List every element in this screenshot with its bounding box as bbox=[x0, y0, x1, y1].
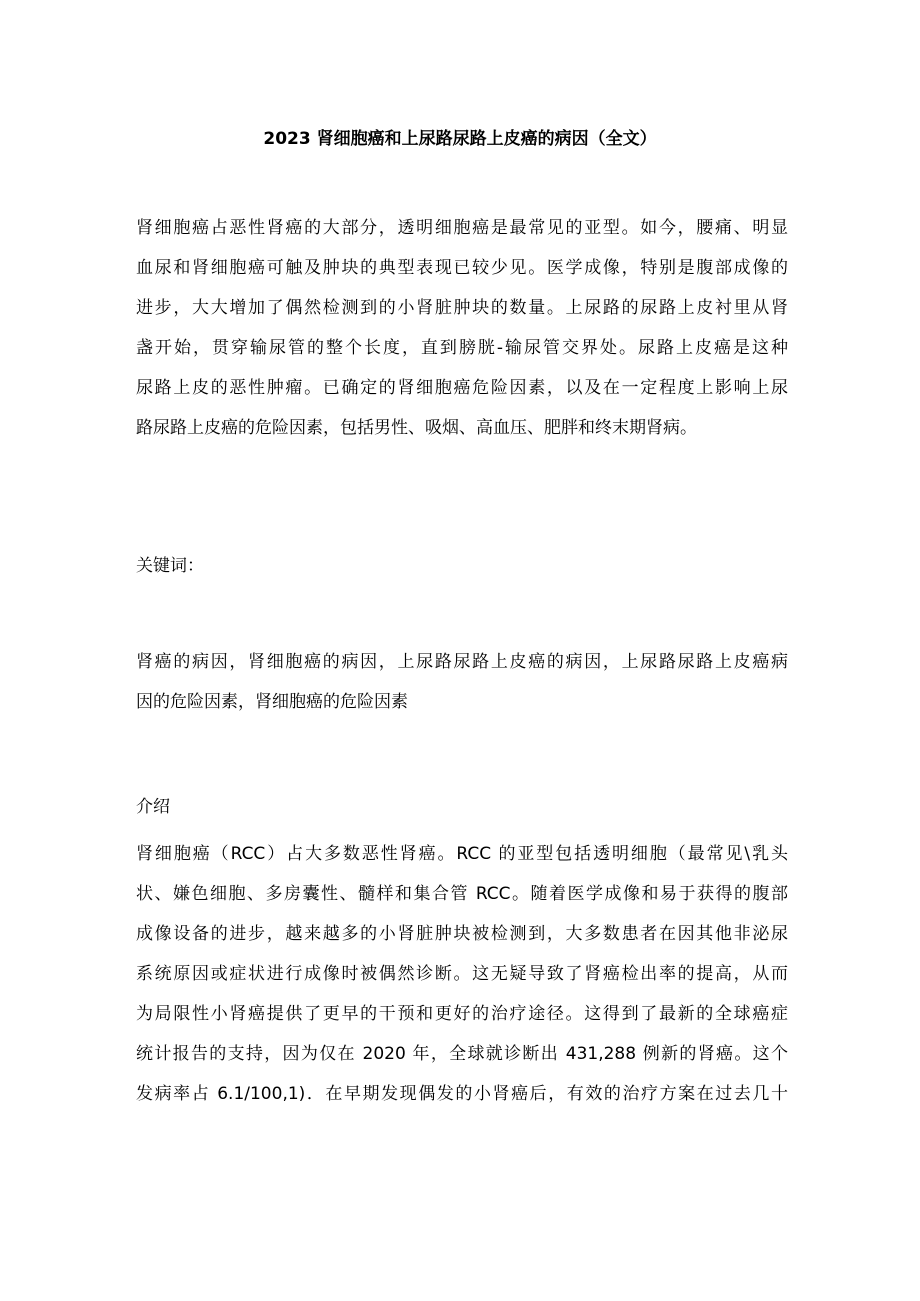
abstract-line: 路尿路上皮癌的危险因素，包括男性、吸烟、高血压、肥胖和终末期肾病。 bbox=[136, 418, 697, 438]
intro-paragraph bbox=[136, 834, 788, 1114]
abstract-paragraph bbox=[136, 208, 788, 448]
abstract-line: 肾细胞癌占恶性肾癌的大部分，透明细胞癌是最常见的亚型。如今，腰痛、明显 bbox=[136, 218, 788, 238]
intro-line: 发病率占 6.1/100,1)．在早期发现偶发的小肾癌后，有效的治疗方案在过去几十 bbox=[136, 1084, 788, 1104]
intro-line: 统计报告的支持，因为仅在 2020 年，全球就诊断出 431,288 例新的肾癌。这个 bbox=[136, 1044, 788, 1064]
intro-line: 状、嫌色细胞、多房囊性、髓样和集合管 RCC。随着医学成像和易于获得的腹部 bbox=[136, 884, 788, 904]
keywords-label: 关键词： bbox=[136, 556, 204, 576]
intro-line: 为局限性小肾癌提供了更早的干预和更好的治疗途径。这得到了最新的全球癌症 bbox=[136, 1004, 788, 1024]
intro-line: 系统原因或症状进行成像时被偶然诊断。这无疑导致了肾癌检出率的提高，从而 bbox=[136, 964, 788, 984]
intro-heading: 介绍 bbox=[136, 797, 170, 817]
document-title: 2023 肾细胞癌和上尿路尿路上皮癌的病因（全文） bbox=[263, 129, 657, 149]
abstract-line: 进步，大大增加了偶然检测到的小肾脏肿块的数量。上尿路的尿路上皮衬里从肾 bbox=[136, 298, 788, 318]
keywords-line: 肾癌的病因，肾细胞癌的病因，上尿路尿路上皮癌的病因，上尿路尿路上皮癌病 bbox=[136, 652, 788, 672]
intro-line: 成像设备的进步，越来越多的小肾脏肿块被检测到，大多数患者在因其他非泌尿 bbox=[136, 924, 788, 944]
abstract-line: 血尿和肾细胞癌可触及肿块的典型表现已较少见。医学成像，特别是腹部成像的 bbox=[136, 258, 788, 278]
keywords-line: 因的危险因素，肾细胞癌的危险因素 bbox=[136, 692, 408, 712]
abstract-line: 盏开始，贯穿输尿管的整个长度，直到膀胱-输尿管交界处。尿路上皮癌是这种 bbox=[136, 338, 788, 358]
keywords-paragraph bbox=[136, 642, 788, 722]
intro-line: 肾细胞癌（RCC）占大多数恶性肾癌。RCC 的亚型包括透明细胞（最常见\乳头 bbox=[136, 844, 788, 864]
abstract-line: 尿路上皮的恶性肿瘤。已确定的肾细胞癌危险因素，以及在一定程度上影响上尿 bbox=[136, 378, 788, 398]
